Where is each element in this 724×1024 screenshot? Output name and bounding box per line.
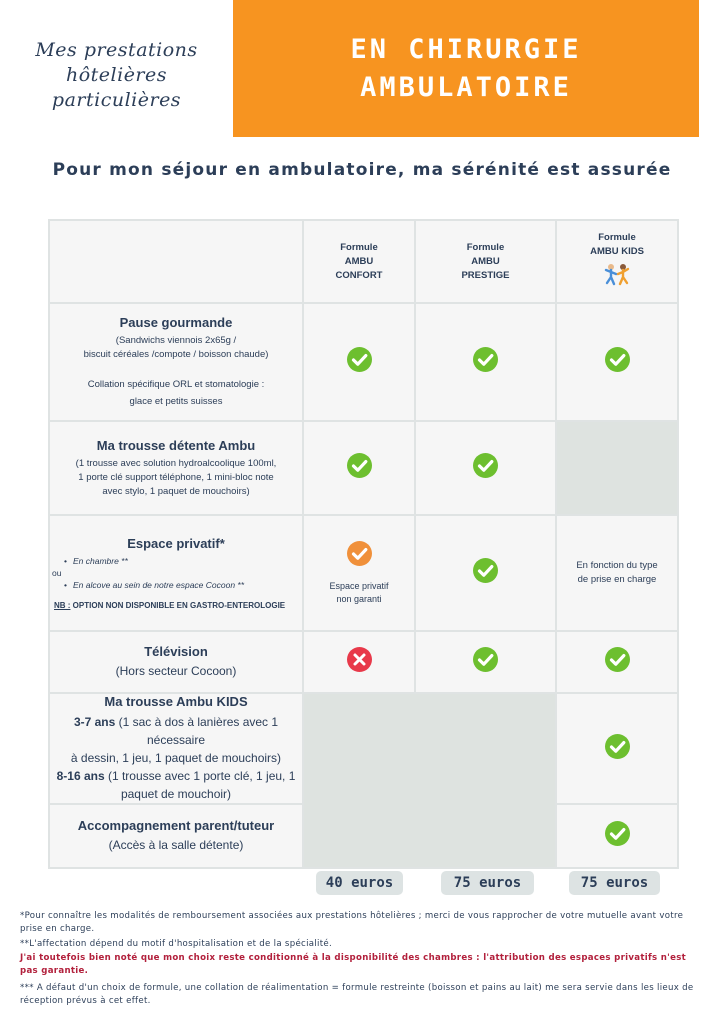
cell-trousse-prestige	[415, 421, 556, 515]
cell-trousse-confort	[303, 421, 415, 515]
service-cell-tv: Télévision (Hors secteur Cocoon)	[49, 631, 303, 693]
script-title-line-2: hôtelières	[65, 64, 168, 86]
cell-kids-kids	[556, 693, 678, 804]
service-cell-accompagnement: Accompagnement parent/tuteur (Accès à la salle détente)	[49, 804, 303, 868]
cell-pause-confort	[303, 303, 415, 421]
nb-note: NB : OPTION NON DISPONIBLE EN GASTRO-ENTEROLOGIE	[54, 601, 286, 610]
price-kids: 75 euros	[569, 871, 660, 895]
price-confort: 40 euros	[316, 871, 403, 895]
check-circle-icon	[472, 452, 499, 484]
service-cell-espace: Espace privatif* • En chambre ** ou • En alcove au sein de notre espace Cocoon ** NB : OPTION NON DISPONIBLE EN GASTRO-ENTEROLOGIE	[49, 515, 303, 631]
check-circle-orange-icon	[346, 540, 373, 572]
column-header-prestige: Formule AMBU PRESTIGE	[415, 220, 556, 303]
cell-pause-prestige	[415, 303, 556, 421]
footnote-2: **L'affectation dépend du motif d'hospitalisation et de la spécialité.	[20, 939, 332, 949]
cell-espace-confort: Espace privatif non garanti	[303, 515, 415, 631]
or-text: ou	[52, 568, 62, 578]
check-circle-icon	[604, 646, 631, 678]
script-title-line-1: Mes prestations	[35, 39, 198, 61]
table-header-row	[49, 220, 678, 303]
banner-line-2: AMBULATOIRE	[360, 71, 572, 103]
check-circle-icon	[472, 557, 499, 589]
script-title-line-3: particulières	[51, 89, 182, 111]
bullet-en-chambre: • En chambre **	[50, 555, 302, 567]
row-television	[49, 631, 678, 693]
check-circle-icon	[604, 820, 631, 852]
service-cell-trousse: Ma trousse détente Ambu (1 trousse avec solution hydroalcoolique 100ml, 1 porte clé support téléphone, 1 mini-bloc note avec stylo, 1 paquet de mouchoirs)	[49, 421, 303, 515]
header-empty-cell	[49, 220, 303, 303]
cell-tv-prestige	[415, 631, 556, 693]
cell-pause-kids	[556, 303, 678, 421]
children-playing-icon	[557, 263, 677, 292]
column-header-confort: Formule AMBU CONFORT	[303, 220, 415, 303]
cell-kids-adult-unavailable	[303, 693, 556, 868]
cell-espace-kids: En fonction du type de prise en charge	[556, 515, 678, 631]
check-circle-icon	[346, 452, 373, 484]
row-trousse-detente	[49, 421, 678, 515]
row-espace-privatif	[49, 515, 678, 631]
cell-trousse-kids-unavailable	[556, 421, 678, 515]
cell-tv-kids	[556, 631, 678, 693]
cell-espace-prestige	[415, 515, 556, 631]
check-circle-icon	[346, 346, 373, 378]
column-header-kids: Formule AMBU KIDS	[556, 220, 678, 303]
page-subtitle: Pour mon séjour en ambulatoire, ma sérénité est assurée	[52, 160, 672, 180]
cell-accomp-kids	[556, 804, 678, 868]
service-cell-kids: Ma trousse Ambu KIDS 3-7 ans (1 sac à dos à lanières avec 1 nécessaire à dessin, 1 jeu, 1 paquet de mouchoirs) 8-16 ans (1 trousse avec 1 porte clé, 1 jeu, 1 paquet de mouchoir)	[49, 693, 303, 804]
check-circle-icon	[604, 733, 631, 765]
formula-comparison-table	[48, 219, 679, 869]
bullet-en-alcove: • En alcove au sein de notre espace Cocoon **	[50, 579, 302, 591]
row-pause-gourmande	[49, 303, 678, 421]
footnote-4: *** A défaut d'un choix de formule, une collation de réalimentation = formule restreinte (boisson et pains au lait) me sera servie dans les lieux de réception prévus à cet effet.	[20, 983, 694, 1006]
cross-circle-icon	[346, 646, 373, 678]
footnote-3-warning: J'ai toutefois bien noté que mon choix reste conditionné à la disponibilité des chambres : l'attribution des espaces privatifs n'est pas garantie.	[20, 953, 687, 976]
service-cell-pause: Pause gourmande (Sandwichs viennois 2x65g / biscuit céréales /compote / boisson chaude) Collation spécifique ORL et stomatologie : glace et petits suisses	[49, 303, 303, 421]
script-title	[14, 38, 219, 113]
banner-line-1: EN CHIRURGIE	[350, 33, 582, 65]
price-prestige: 75 euros	[441, 871, 534, 895]
title-banner	[233, 0, 699, 137]
row-trousse-kids	[49, 693, 678, 804]
check-circle-icon	[472, 646, 499, 678]
footnote-1: *Pour connaître les modalités de remboursement associées aux prestations hôtelières ; merci de vous rapprocher de votre mutuelle avant votre prise en charge.	[20, 911, 684, 934]
cell-tv-confort	[303, 631, 415, 693]
check-circle-icon	[472, 346, 499, 378]
check-circle-icon	[604, 346, 631, 378]
